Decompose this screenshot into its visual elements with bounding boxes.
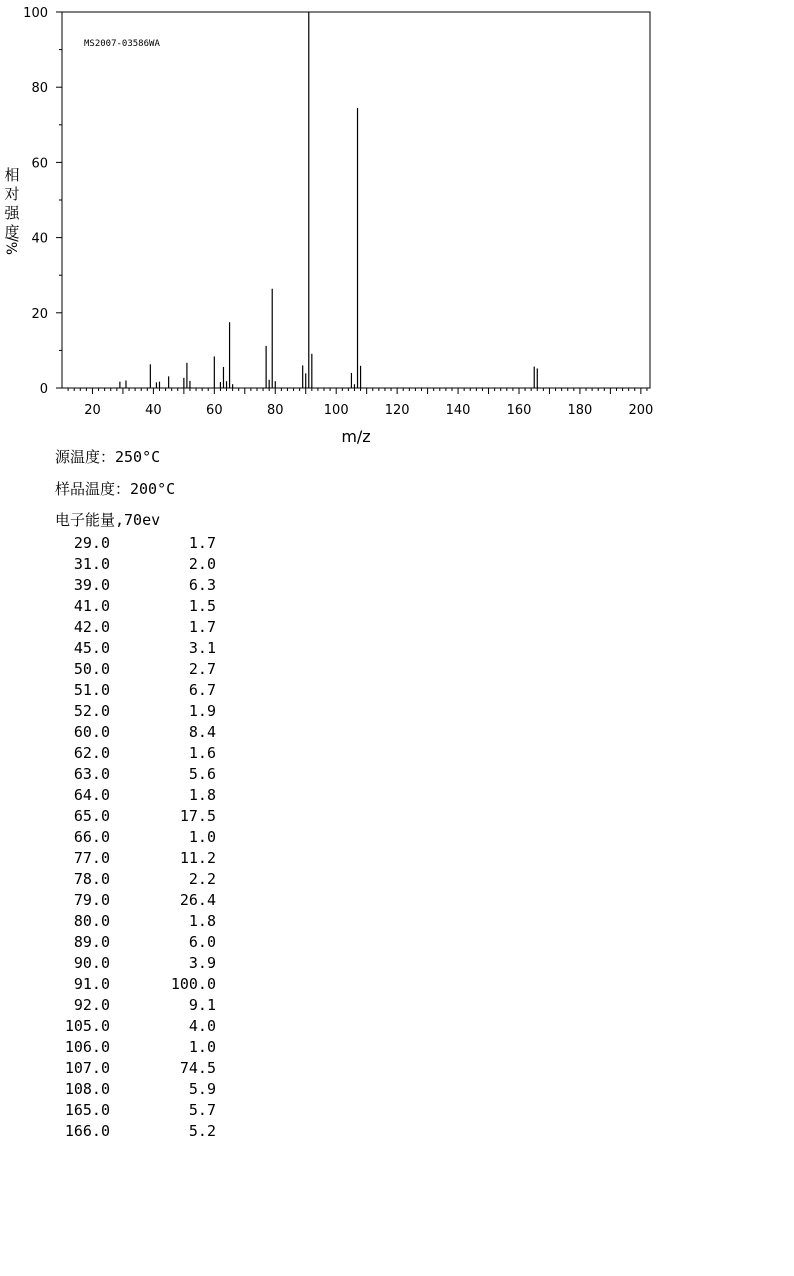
peak-mz: 89.0 <box>73 933 110 951</box>
peak-row <box>50 765 230 786</box>
peak-row <box>50 1122 230 1143</box>
peak-intensity: 100.0 <box>170 975 216 993</box>
peak-mz: 50.0 <box>73 660 110 678</box>
peak-intensity: 2.2 <box>188 870 216 888</box>
peak-mz: 77.0 <box>73 849 110 867</box>
peak-mz: 91.0 <box>73 975 110 993</box>
peak-row <box>50 660 230 681</box>
peak-row <box>50 576 230 597</box>
peak-row <box>50 870 230 891</box>
peak-row <box>50 1101 230 1122</box>
peak-row <box>50 912 230 933</box>
y-tick-label: 40 <box>31 231 48 247</box>
peak-intensity: 1.0 <box>188 828 216 846</box>
peak-row <box>50 807 230 828</box>
peak-row <box>50 1038 230 1059</box>
peak-row <box>50 1017 230 1038</box>
peak-intensity: 1.9 <box>188 702 216 720</box>
peak-intensity: 9.1 <box>188 996 216 1014</box>
peak-mz: 39.0 <box>73 576 110 594</box>
x-tick-label: 120 <box>384 403 410 418</box>
peak-row <box>50 996 230 1017</box>
peak-row <box>50 786 230 807</box>
peak-row <box>50 1080 230 1101</box>
peak-intensity: 3.9 <box>188 954 216 972</box>
peak-intensity: 5.6 <box>188 765 216 783</box>
peak-mz: 31.0 <box>73 555 110 573</box>
peak-row <box>50 849 230 870</box>
peak-intensity: 1.8 <box>188 912 216 930</box>
peak-row <box>50 597 230 618</box>
source-temperature: 源温度：250°C <box>55 448 161 466</box>
peak-row <box>50 639 230 660</box>
peak-intensity: 4.0 <box>188 1017 216 1035</box>
y-axis-label-char: 相 <box>4 166 20 184</box>
peak-mz: 51.0 <box>73 681 110 699</box>
peak-mz: 166.0 <box>64 1122 110 1140</box>
peak-mz: 42.0 <box>73 618 110 636</box>
peak-intensity: 2.7 <box>188 660 216 678</box>
peak-row <box>50 975 230 996</box>
peak-mz: 108.0 <box>64 1080 110 1098</box>
peak-row <box>50 534 230 555</box>
peak-intensity: 26.4 <box>179 891 216 909</box>
peak-row <box>50 891 230 912</box>
y-axis-label-prefix: %/ <box>5 236 21 256</box>
peak-intensity: 1.7 <box>188 534 216 552</box>
peak-intensity: 2.0 <box>188 555 216 573</box>
peak-mz: 64.0 <box>73 786 110 804</box>
x-tick-label: 60 <box>206 403 223 418</box>
peak-mz: 29.0 <box>73 534 110 552</box>
peak-table <box>50 534 230 1143</box>
peak-intensity: 8.4 <box>188 723 216 741</box>
y-tick-label: 80 <box>31 81 48 97</box>
y-tick-label: 100 <box>23 6 48 21</box>
peak-intensity: 5.2 <box>188 1122 216 1140</box>
peak-row <box>50 828 230 849</box>
y-tick-label: 0 <box>39 382 48 397</box>
x-tick-label: 80 <box>266 403 284 418</box>
peak-intensity: 5.7 <box>188 1101 216 1119</box>
peak-mz: 66.0 <box>73 828 110 846</box>
x-tick-label: 40 <box>145 403 162 418</box>
peak-row <box>50 744 230 765</box>
peak-mz: 52.0 <box>73 702 110 720</box>
peak-intensity: 6.7 <box>188 681 216 699</box>
peak-mz: 45.0 <box>73 639 110 657</box>
peak-row <box>50 702 230 723</box>
peak-intensity: 3.1 <box>188 639 216 657</box>
peak-mz: 105.0 <box>64 1017 110 1035</box>
electron-energy: 电子能量,70ev <box>55 511 161 529</box>
peak-row <box>50 681 230 702</box>
x-tick-label: 100 <box>323 403 349 418</box>
peak-intensity: 11.2 <box>179 849 216 867</box>
peak-mz: 63.0 <box>73 765 110 783</box>
peak-row <box>50 954 230 975</box>
peak-intensity: 1.5 <box>188 597 216 615</box>
peak-intensity: 17.5 <box>179 807 216 825</box>
peak-row <box>50 618 230 639</box>
peak-mz: 60.0 <box>73 723 110 741</box>
peak-intensity: 1.0 <box>188 1038 216 1056</box>
peak-mz: 65.0 <box>73 807 110 825</box>
peak-mz: 62.0 <box>73 744 110 762</box>
x-tick-label: 140 <box>445 403 471 418</box>
y-tick-label: 20 <box>31 306 48 322</box>
y-axis-label-char: 度 <box>4 223 20 241</box>
x-axis-label: m/z <box>341 427 371 446</box>
y-tick-label: 60 <box>31 156 48 172</box>
peak-mz: 107.0 <box>64 1059 110 1077</box>
peak-intensity: 74.5 <box>179 1059 216 1077</box>
peak-row <box>50 933 230 954</box>
peak-mz: 165.0 <box>64 1101 110 1119</box>
peak-row <box>50 1059 230 1080</box>
y-axis-label-char: 强 <box>4 204 20 222</box>
peak-intensity: 1.7 <box>188 618 216 636</box>
sample-temperature: 样品温度：200°C <box>55 480 176 498</box>
peak-mz: 78.0 <box>73 870 110 888</box>
peak-mz: 92.0 <box>73 996 110 1014</box>
x-tick-label: 200 <box>628 403 654 418</box>
peak-intensity: 5.9 <box>188 1080 216 1098</box>
peak-intensity: 1.6 <box>188 744 216 762</box>
x-tick-label: 20 <box>84 403 101 418</box>
peak-row <box>50 723 230 744</box>
peak-mz: 90.0 <box>73 954 110 972</box>
x-tick-label: 180 <box>567 403 593 418</box>
peak-mz: 106.0 <box>64 1038 110 1056</box>
peak-mz: 79.0 <box>73 891 110 909</box>
peak-mz: 80.0 <box>73 912 110 930</box>
peak-mz: 41.0 <box>73 597 110 615</box>
peak-row <box>50 555 230 576</box>
x-tick-label: 160 <box>506 403 532 418</box>
mass-spectrum-chart <box>0 0 794 450</box>
sample-id: MS2007-03586WA <box>84 39 160 49</box>
peak-intensity: 6.3 <box>188 576 216 594</box>
peak-intensity: 1.8 <box>188 786 216 804</box>
peak-intensity: 6.0 <box>188 933 216 951</box>
y-axis-label-char: 对 <box>4 185 20 203</box>
plot-frame <box>62 12 650 388</box>
